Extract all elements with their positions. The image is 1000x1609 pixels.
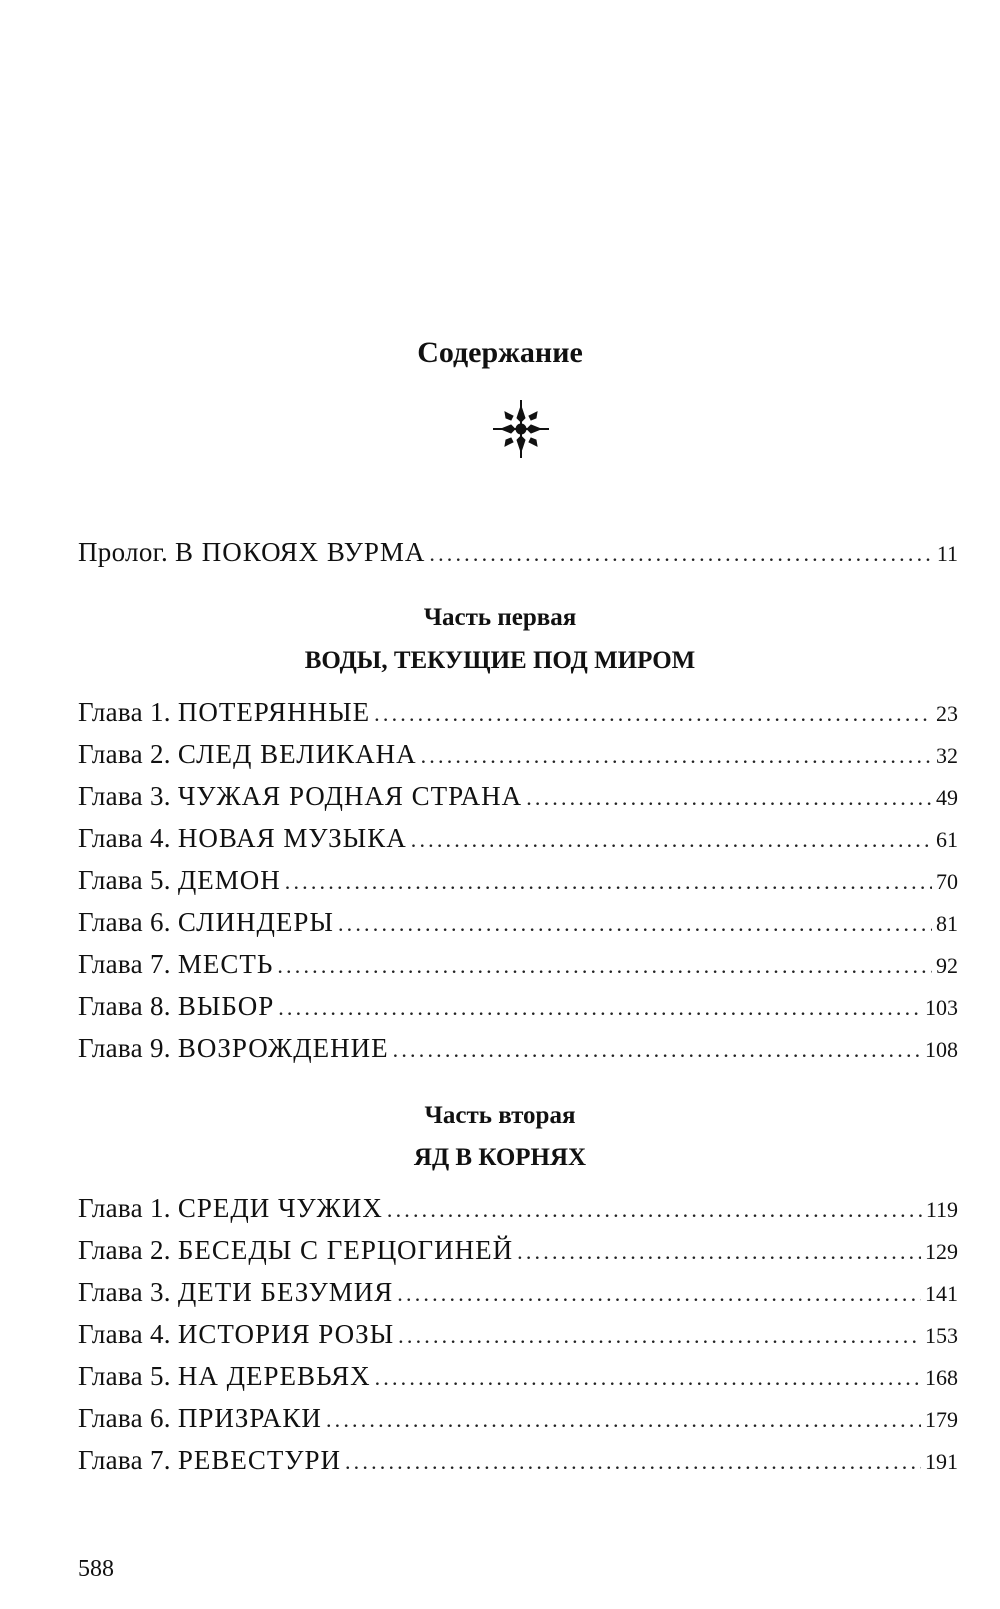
part-label: Часть первая <box>423 604 577 631</box>
dot-leader <box>277 949 932 983</box>
entry-title: СЛИНДЕРЫ <box>177 907 334 937</box>
entry-title: БЕСЕДЫ С ГЕРЦОГИНЕЙ <box>177 1235 514 1265</box>
entry-title: ПРИЗРАКИ <box>177 1403 322 1433</box>
toc-entry <box>78 1359 958 1395</box>
entry-label: Глава 8. <box>78 991 171 1021</box>
entry-label: Глава 6. <box>78 1403 171 1433</box>
entry-label: Глава 3. <box>78 1277 171 1307</box>
entry-page-number: 179 <box>925 1407 958 1432</box>
dot-leader <box>526 781 932 815</box>
entry-label: Глава 2. <box>78 739 171 769</box>
entry-page-number: 23 <box>936 701 958 726</box>
entry-page-number: 141 <box>925 1281 958 1306</box>
toc-entry-prologue <box>78 535 958 571</box>
entry-title: ИСТОРИЯ РОЗЫ <box>177 1319 395 1349</box>
entry-title: ДЕМОН <box>177 865 281 895</box>
toc-entry <box>78 1191 958 1227</box>
dot-leader <box>398 1319 921 1353</box>
entry-page-number: 61 <box>936 827 958 852</box>
dot-leader <box>326 1403 921 1437</box>
dot-leader <box>374 697 932 731</box>
part-title: ВОДЫ, ТЕКУЩИЕ ПОД МИРОМ <box>304 647 696 674</box>
toc-entry <box>78 1233 958 1269</box>
entry-title: СРЕДИ ЧУЖИХ <box>177 1193 383 1223</box>
dot-leader <box>411 823 932 857</box>
entry-page-number: 92 <box>936 953 958 978</box>
entry-page-number: 119 <box>925 1197 958 1222</box>
entry-title: ДЕТИ БЕЗУМИЯ <box>177 1277 394 1307</box>
toc-entry <box>78 737 958 773</box>
entry-label: Глава 7. <box>78 1445 171 1475</box>
entry-page-number: 108 <box>925 1037 958 1062</box>
entry-page-number: 191 <box>925 1449 958 1474</box>
part-label: Часть вторая <box>424 1102 576 1129</box>
entry-title: МЕСТЬ <box>177 949 274 979</box>
entry-label: Глава 3. <box>78 781 171 811</box>
entry-label: Глава 4. <box>78 1319 171 1349</box>
entry-page-number: 49 <box>936 785 958 810</box>
entry-page-number: 81 <box>936 911 958 936</box>
entry-label: Пролог. <box>78 537 168 567</box>
fleuron-ornament-icon <box>491 398 551 460</box>
part-title: ЯД В КОРНЯХ <box>413 1144 587 1171</box>
dot-leader <box>429 537 932 571</box>
dot-leader <box>338 907 932 941</box>
toc-entry <box>78 1443 958 1479</box>
dot-leader <box>397 1277 921 1311</box>
toc-entry <box>78 821 958 857</box>
entry-title: НА ДЕРЕВЬЯХ <box>177 1361 371 1391</box>
entry-label: Глава 9. <box>78 1033 171 1063</box>
toc-entry <box>78 989 958 1025</box>
entry-page-number: 11 <box>936 541 958 566</box>
toc-entry <box>78 1317 958 1353</box>
entry-label: Глава 2. <box>78 1235 171 1265</box>
entry-label: Глава 1. <box>78 1193 171 1223</box>
toc-entry <box>78 863 958 899</box>
toc-entry <box>78 695 958 731</box>
entry-label: Глава 7. <box>78 949 171 979</box>
dot-leader <box>345 1445 921 1479</box>
dot-leader <box>517 1235 921 1269</box>
entry-title: СЛЕД ВЕЛИКАНА <box>177 739 417 769</box>
entry-label: Глава 5. <box>78 1361 171 1391</box>
entry-title: В ПОКОЯХ ВУРМА <box>175 537 426 567</box>
entry-page-number: 153 <box>925 1323 958 1348</box>
dot-leader <box>393 1033 921 1067</box>
entry-page-number: 168 <box>925 1365 958 1390</box>
entry-title: ЧУЖАЯ РОДНАЯ СТРАНА <box>177 781 523 811</box>
toc-entry <box>78 1401 958 1437</box>
entry-title: ВЫБОР <box>177 991 275 1021</box>
dot-leader <box>285 865 932 899</box>
toc-entry <box>78 1031 958 1067</box>
page-title: Содержание <box>417 336 583 369</box>
entry-page-number: 129 <box>925 1239 958 1264</box>
entry-title: ВОЗРОЖДЕНИЕ <box>177 1033 389 1063</box>
entry-label: Глава 5. <box>78 865 171 895</box>
entry-label: Глава 4. <box>78 823 171 853</box>
entry-page-number: 103 <box>925 995 958 1020</box>
entry-label: Глава 1. <box>78 697 171 727</box>
entry-title: РЕВЕСТУРИ <box>177 1445 341 1475</box>
entry-page-number: 70 <box>936 869 958 894</box>
toc-entry <box>78 779 958 815</box>
toc-entry <box>78 947 958 983</box>
entry-label: Глава 6. <box>78 907 171 937</box>
entry-page-number: 32 <box>936 743 958 768</box>
page-number: 588 <box>78 1556 114 1582</box>
dot-leader <box>278 991 921 1025</box>
dot-leader <box>387 1193 922 1227</box>
entry-title: НОВАЯ МУЗЫКА <box>177 823 407 853</box>
dot-leader <box>421 739 932 773</box>
entry-title: ПОТЕРЯННЫЕ <box>177 697 371 727</box>
toc-entry <box>78 905 958 941</box>
toc-entry <box>78 1275 958 1311</box>
dot-leader <box>375 1361 921 1395</box>
